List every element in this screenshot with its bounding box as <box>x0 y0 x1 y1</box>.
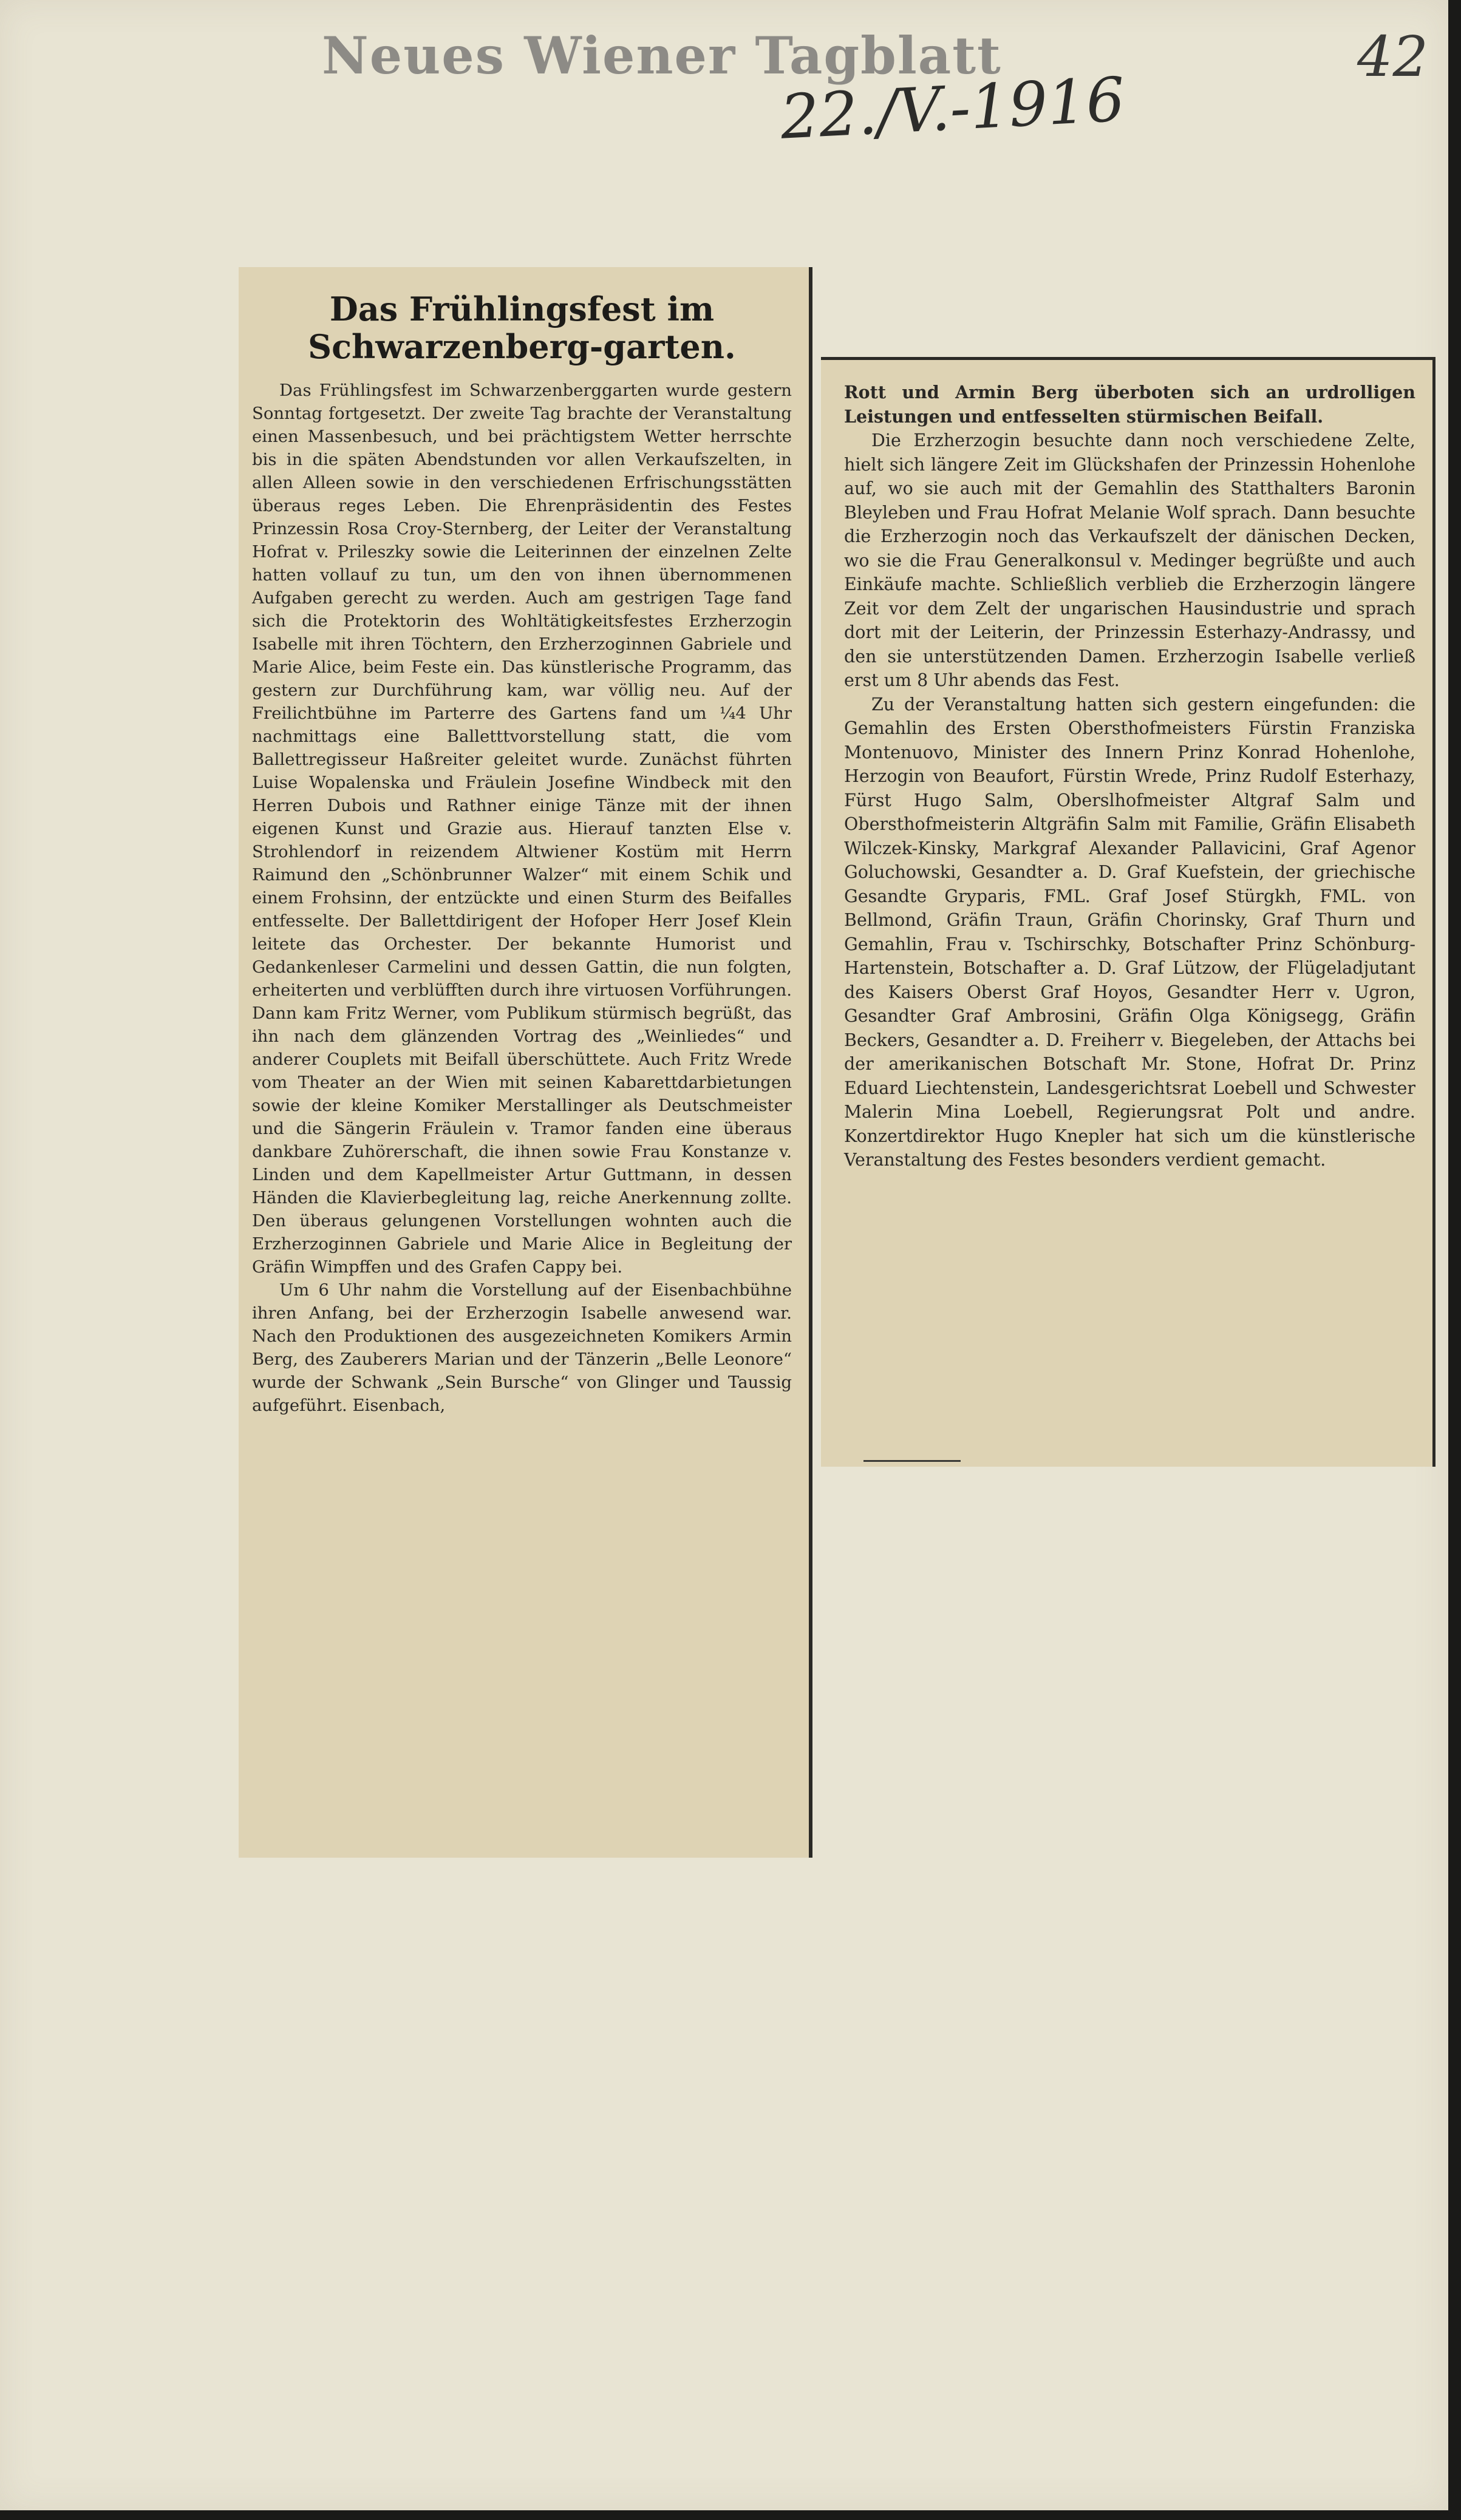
article-paragraph: Die Erzherzogin besuchte dann noch verschiedene Zelte, hielt sich längere Zeit im Glückshafen der Prinzessin Hohenlohe auf, wo sie auch mit der Gemahlin des Statthalters Baronin Bleyleben und Frau Hofrat Melanie Wolf sprach. Dann besuchte die Erzherzogin noch das Verkaufszelt der dänischen Decken, wo sie die Frau Generalkonsul v. Medinger begrüßte und auch Einkäufe machte. Schließlich verblieb die Erzherzogin längere Zeit vor dem Zelt der ungarischen Hausindustrie und sprach dort mit der Leiterin, der Prinzessin Esterhazy-Andrassy, und den sie unterstützenden Damen. Erzherzogin Isabelle verließ erst um 8 Uhr abends das Fest. <box>844 430 1415 690</box>
handwritten-page-number: 42 <box>1357 24 1429 89</box>
left-clipping <box>239 267 812 1858</box>
right-clipping <box>821 357 1435 1467</box>
article-paragraph: Um 6 Uhr nahm die Vorstellung auf der Eisenbachbühne ihren Anfang, bei der Erzherzogin Isabelle anwesend war. Nach den Produktionen des ausgezeichneten Komikers Armin Berg, des Zauberers Marian und der Tänzerin „Belle Leonore“ wurde der Schwank „Sein Bursche“ von Glinger und Taussig aufgeführt. Eisenbach, <box>252 1280 792 1415</box>
article-paragraph: Das Frühlingsfest im Schwarzenberggarten wurde gestern Sonntag fortgesetzt. Der zweite Tag brachte der Veranstaltung einen Massenbesuch, und bei prächtigstem Wetter herrschte bis in die späten Abendstunden vor allen Verkaufszelten, in allen Alleen sowie in den verschiedenen Erfrischungsstätten überaus reges Leben. Die Ehrenpräsidentin des Festes Prinzessin Rosa Croy-Sternberg, der Leiter der Veranstaltung Hofrat v. Prileszky sowie die Leiterinnen der einzelnen Zelte hatten vollauf zu tun, um den von ihnen übernommenen Aufgaben gerecht zu werden. Auch am gestrigen Tage fand sich die Protektorin des Wohltätigkeitsfestes Erzherzogin Isabelle mit ihren Töchtern, den Erzherzoginnen Gabriele und Marie Alice, beim Feste ein. Das künstlerische Programm, das gestern zur Durchführung kam, war völlig neu. Auf der Freilichtbühne im Parterre des Gartens fand um ¼4 Uhr nachmittags eine Balletttvorstellung statt, die vom Ballettregisseur Haßreiter geleitet wurde. Zunächst führten Luise Wopalenska und Fräulein Josefine Windbeck mit den Herren Dubois und Rathner einige Tänze mit der ihnen eigenen Kunst und Grazie aus. Hierauf tanzten Else v. Strohlendorf in reizendem Altwiener Kostüm mit Herrn Raimund den „Schönbrunner Walzer“ mit einem Schik und einem Frohsinn, der entzückte und einen Sturm des Beifalles entfesselte. Der Ballettdirigent der Hofoper Herr Josef Klein leitete das Orchester. Der bekannte Humorist und Gedankenleser Carmelini und dessen Gattin, die nun folgten, erheiterten und verblüfften durch ihre virtuosen Vorführungen. Dann kam Fritz Werner, vom Publikum stürmisch begrüßt, das ihn nach dem glänzenden Vortrag des „Weinliedes“ und anderer Couplets mit Beifall überschüttete. Auch Fritz Wrede vom Theater an der Wien mit seinen Kabarettdarbietungen sowie der kleine Komiker Merstallinger als Deutschmeister und die Sängerin Fräulein v. Tramor fanden eine überaus dankbare Zuhörerschaft, die ihnen sowie Frau Konstanze v. Linden und dem Kapellmeister Artur Guttmann, in dessen Händen die Klavierbegleitung lag, reiche Anerkennung zollte. Den überaus gelungenen Vorstellungen wohnten auch die Erzherzoginnen Gabriele und Marie Alice in Begleitung der Gräfin Wimpffen und des Grafen Cappy bei. <box>252 381 792 1277</box>
article-headline: Das Frühlingsfest im Schwarzenberg-garten. <box>308 290 736 366</box>
handwritten-date: 22./V.-1916 <box>778 64 1127 153</box>
continuation-lead: Rott und Armin Berg überboten sich an urdrolligen Leistungen und entfesselten stürmischen Beifall. <box>844 382 1415 427</box>
end-rule <box>863 1460 961 1462</box>
newspaper-stamp: Neues Wiener Tagblatt <box>322 25 1002 86</box>
article-paragraph: Zu der Veranstaltung hatten sich gestern eingefunden: die Gemahlin des Ersten Obersthofmeisters Fürstin Franziska Montenuovo, Minister des Innern Prinz Konrad Hohenlohe, Herzogin von Beaufort, Fürstin Wrede, Prinz Rudolf Esterhazy, Fürst Hugo Salm, Oberslhofmeister Altgraf Salm und Obersthofmeisterin Altgräfin Salm mit Familie, Gräfin Elisabeth Wilczek-Kinsky, Markgraf Alexander Pallavicini, Graf Agenor Goluchowski, Gesandter a. D. Graf Kuefstein, der griechische Gesandte Gryparis, FML. Graf Josef Stürgkh, FML. von Bellmond, Gräfin Traun, Gräfin Chorinsky, Graf Thurn und Gemahlin, Frau v. Tschirschky, Botschafter Prinz Schönburg-Hartenstein, Botschafter a. D. Graf Lützow, der Flügeladjutant des Kaisers Oberst Graf Hoyos, Gesandter Herr v. Ugron, Gesandter Graf Ambrosini, Gräfin Olga Königsegg, Gräfin Beckers, Gesandter a. D. Freiherr v. Biegeleben, der Attachs bei der amerikanischen Botschaft Mr. Stone, Hofrat Dr. Prinz Eduard Liechtenstein, Landesgerichtsrat Loebell und Schwester Malerin Mina Loebell, Regierungsrat Polt und andre. Konzertdirektor Hugo Knepler hat sich um die künstlerische Veranstaltung des Festes besonders verdient gemacht. <box>844 694 1415 1170</box>
